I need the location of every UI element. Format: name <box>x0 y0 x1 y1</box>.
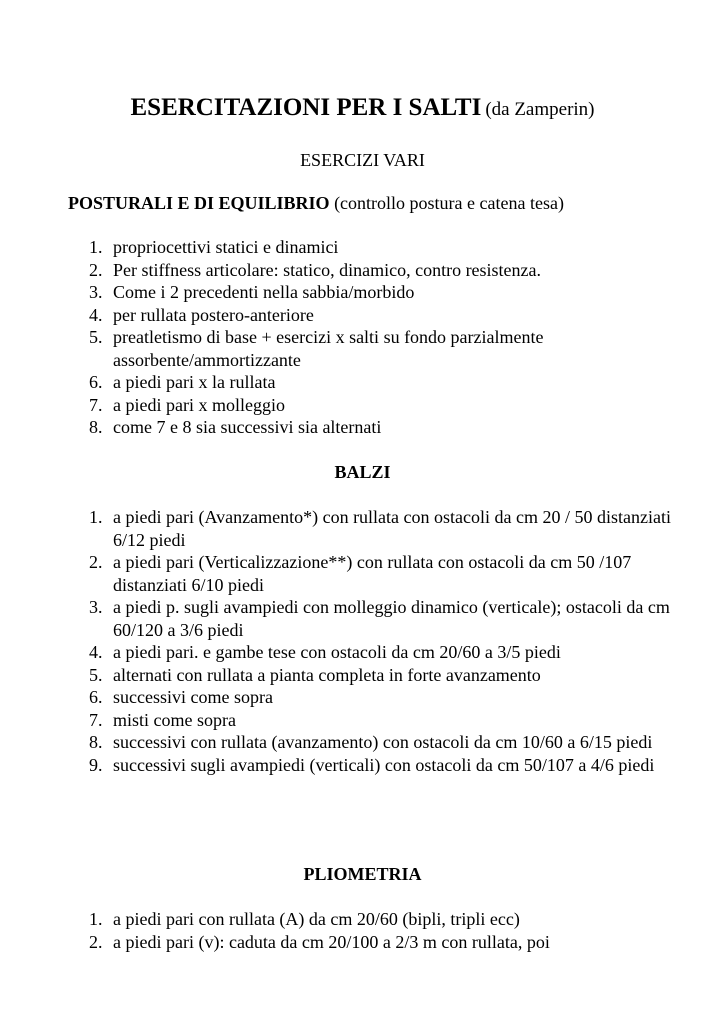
list-item <box>0 304 673 327</box>
list-item <box>0 326 673 371</box>
list-item-number: 8. <box>89 732 103 752</box>
list-item <box>0 259 673 282</box>
list-item <box>0 731 673 754</box>
list-item-text: a piedi pari (Verticalizzazione**) con rullata con ostacoli da cm 50 /107 distanziati 6/10 piedi <box>113 552 632 595</box>
list-item-number: 6. <box>89 687 103 707</box>
section-heading-balzi: BALZI <box>334 462 391 482</box>
list-item-text: per rullata postero-anteriore <box>113 304 314 325</box>
list-item-number: 5. <box>89 327 103 347</box>
title-main: ESERCITAZIONI PER I SALTI <box>130 94 482 121</box>
list-item-text: alternati con rullata a pianta completa in forte avanzamento <box>113 664 541 685</box>
list-item-number: 2. <box>89 931 103 952</box>
list-item-number: 1. <box>89 909 103 929</box>
list-balzi <box>0 506 673 776</box>
document-title <box>0 94 725 122</box>
list-item <box>0 686 673 709</box>
list-item <box>0 596 673 641</box>
list-item-number: 8. <box>89 417 103 437</box>
list-item-text: a piedi pari (Avanzamento*) con rullata con ostacoli da cm 20 / 50 distanziati 6/12 piedi <box>113 507 671 550</box>
list-item <box>0 641 673 664</box>
list-item-number: 7. <box>89 394 103 415</box>
list-posturali <box>0 236 673 439</box>
list-item <box>0 709 673 732</box>
list-item-number: 6. <box>89 372 103 392</box>
list-item-number: 3. <box>89 597 103 617</box>
list-item <box>0 416 673 439</box>
section-heading-posturali-note: (controllo postura e catena tesa) <box>334 193 564 213</box>
list-item-number: 2. <box>89 552 103 572</box>
list-item-number: 1. <box>89 507 103 527</box>
list-item <box>0 551 673 596</box>
list-item <box>0 281 673 304</box>
list-item <box>0 394 673 417</box>
list-item-text: a piedi pari x la rullata <box>113 372 276 392</box>
list-item <box>0 236 673 259</box>
list-item-text: Come i 2 precedenti nella sabbia/morbido <box>113 282 415 302</box>
section-heading-pliometria: PLIOMETRIA <box>303 864 422 884</box>
list-item-number: 5. <box>89 664 103 685</box>
list-item-text: successivi sugli avampiedi (verticali) con ostacoli da cm 50/107 a 4/6 piedi <box>113 754 655 775</box>
list-item-number: 7. <box>89 709 103 730</box>
section-heading-posturali <box>68 193 564 214</box>
list-item <box>0 908 673 931</box>
list-item-text: a piedi pari x molleggio <box>113 394 285 415</box>
list-item-text: a piedi p. sugli avampiedi con molleggio dinamico (verticale); ostacoli da cm 60/120 a 3/6 piedi <box>113 597 670 640</box>
list-item-number: 4. <box>89 304 103 325</box>
list-pliometria <box>0 908 673 953</box>
list-item-number: 4. <box>89 642 103 662</box>
list-item-number: 2. <box>89 259 103 280</box>
list-item-text: a piedi pari. e gambe tese con ostacoli da cm 20/60 a 3/5 piedi <box>113 642 561 662</box>
list-item-text: successivi con rullata (avanzamento) con ostacoli da cm 10/60 a 6/15 piedi <box>113 732 653 752</box>
list-item <box>0 371 673 394</box>
list-item-text: a piedi pari con rullata (A) da cm 20/60 (bipli, tripli ecc) <box>113 909 520 929</box>
list-item-number: 9. <box>89 754 103 775</box>
list-item <box>0 506 673 551</box>
list-item-text: propriocettivi statici e dinamici <box>113 237 339 257</box>
list-item-number: 3. <box>89 282 103 302</box>
section-heading-posturali-bold: POSTURALI E DI EQUILIBRIO <box>68 193 330 213</box>
title-source: (da Zamperin) <box>485 99 595 120</box>
list-item-text: misti come sopra <box>113 709 236 730</box>
list-item <box>0 931 673 954</box>
list-item-number: 1. <box>89 237 103 257</box>
list-item-text: come 7 e 8 sia successivi sia alternati <box>113 417 382 437</box>
list-item <box>0 664 673 687</box>
list-item-text: preatletismo di base + esercizi x salti su fondo parzialmente assorbente/ammortizzante <box>113 327 544 370</box>
list-item-text: a piedi pari (v): caduta da cm 20/100 a 2/3 m con rullata, poi <box>113 931 550 952</box>
document-subtitle: ESERCIZI VARI <box>300 150 425 170</box>
list-item-text: Per stiffness articolare: statico, dinamico, contro resistenza. <box>113 259 542 280</box>
list-item <box>0 754 673 777</box>
list-item-text: successivi come sopra <box>113 687 273 707</box>
